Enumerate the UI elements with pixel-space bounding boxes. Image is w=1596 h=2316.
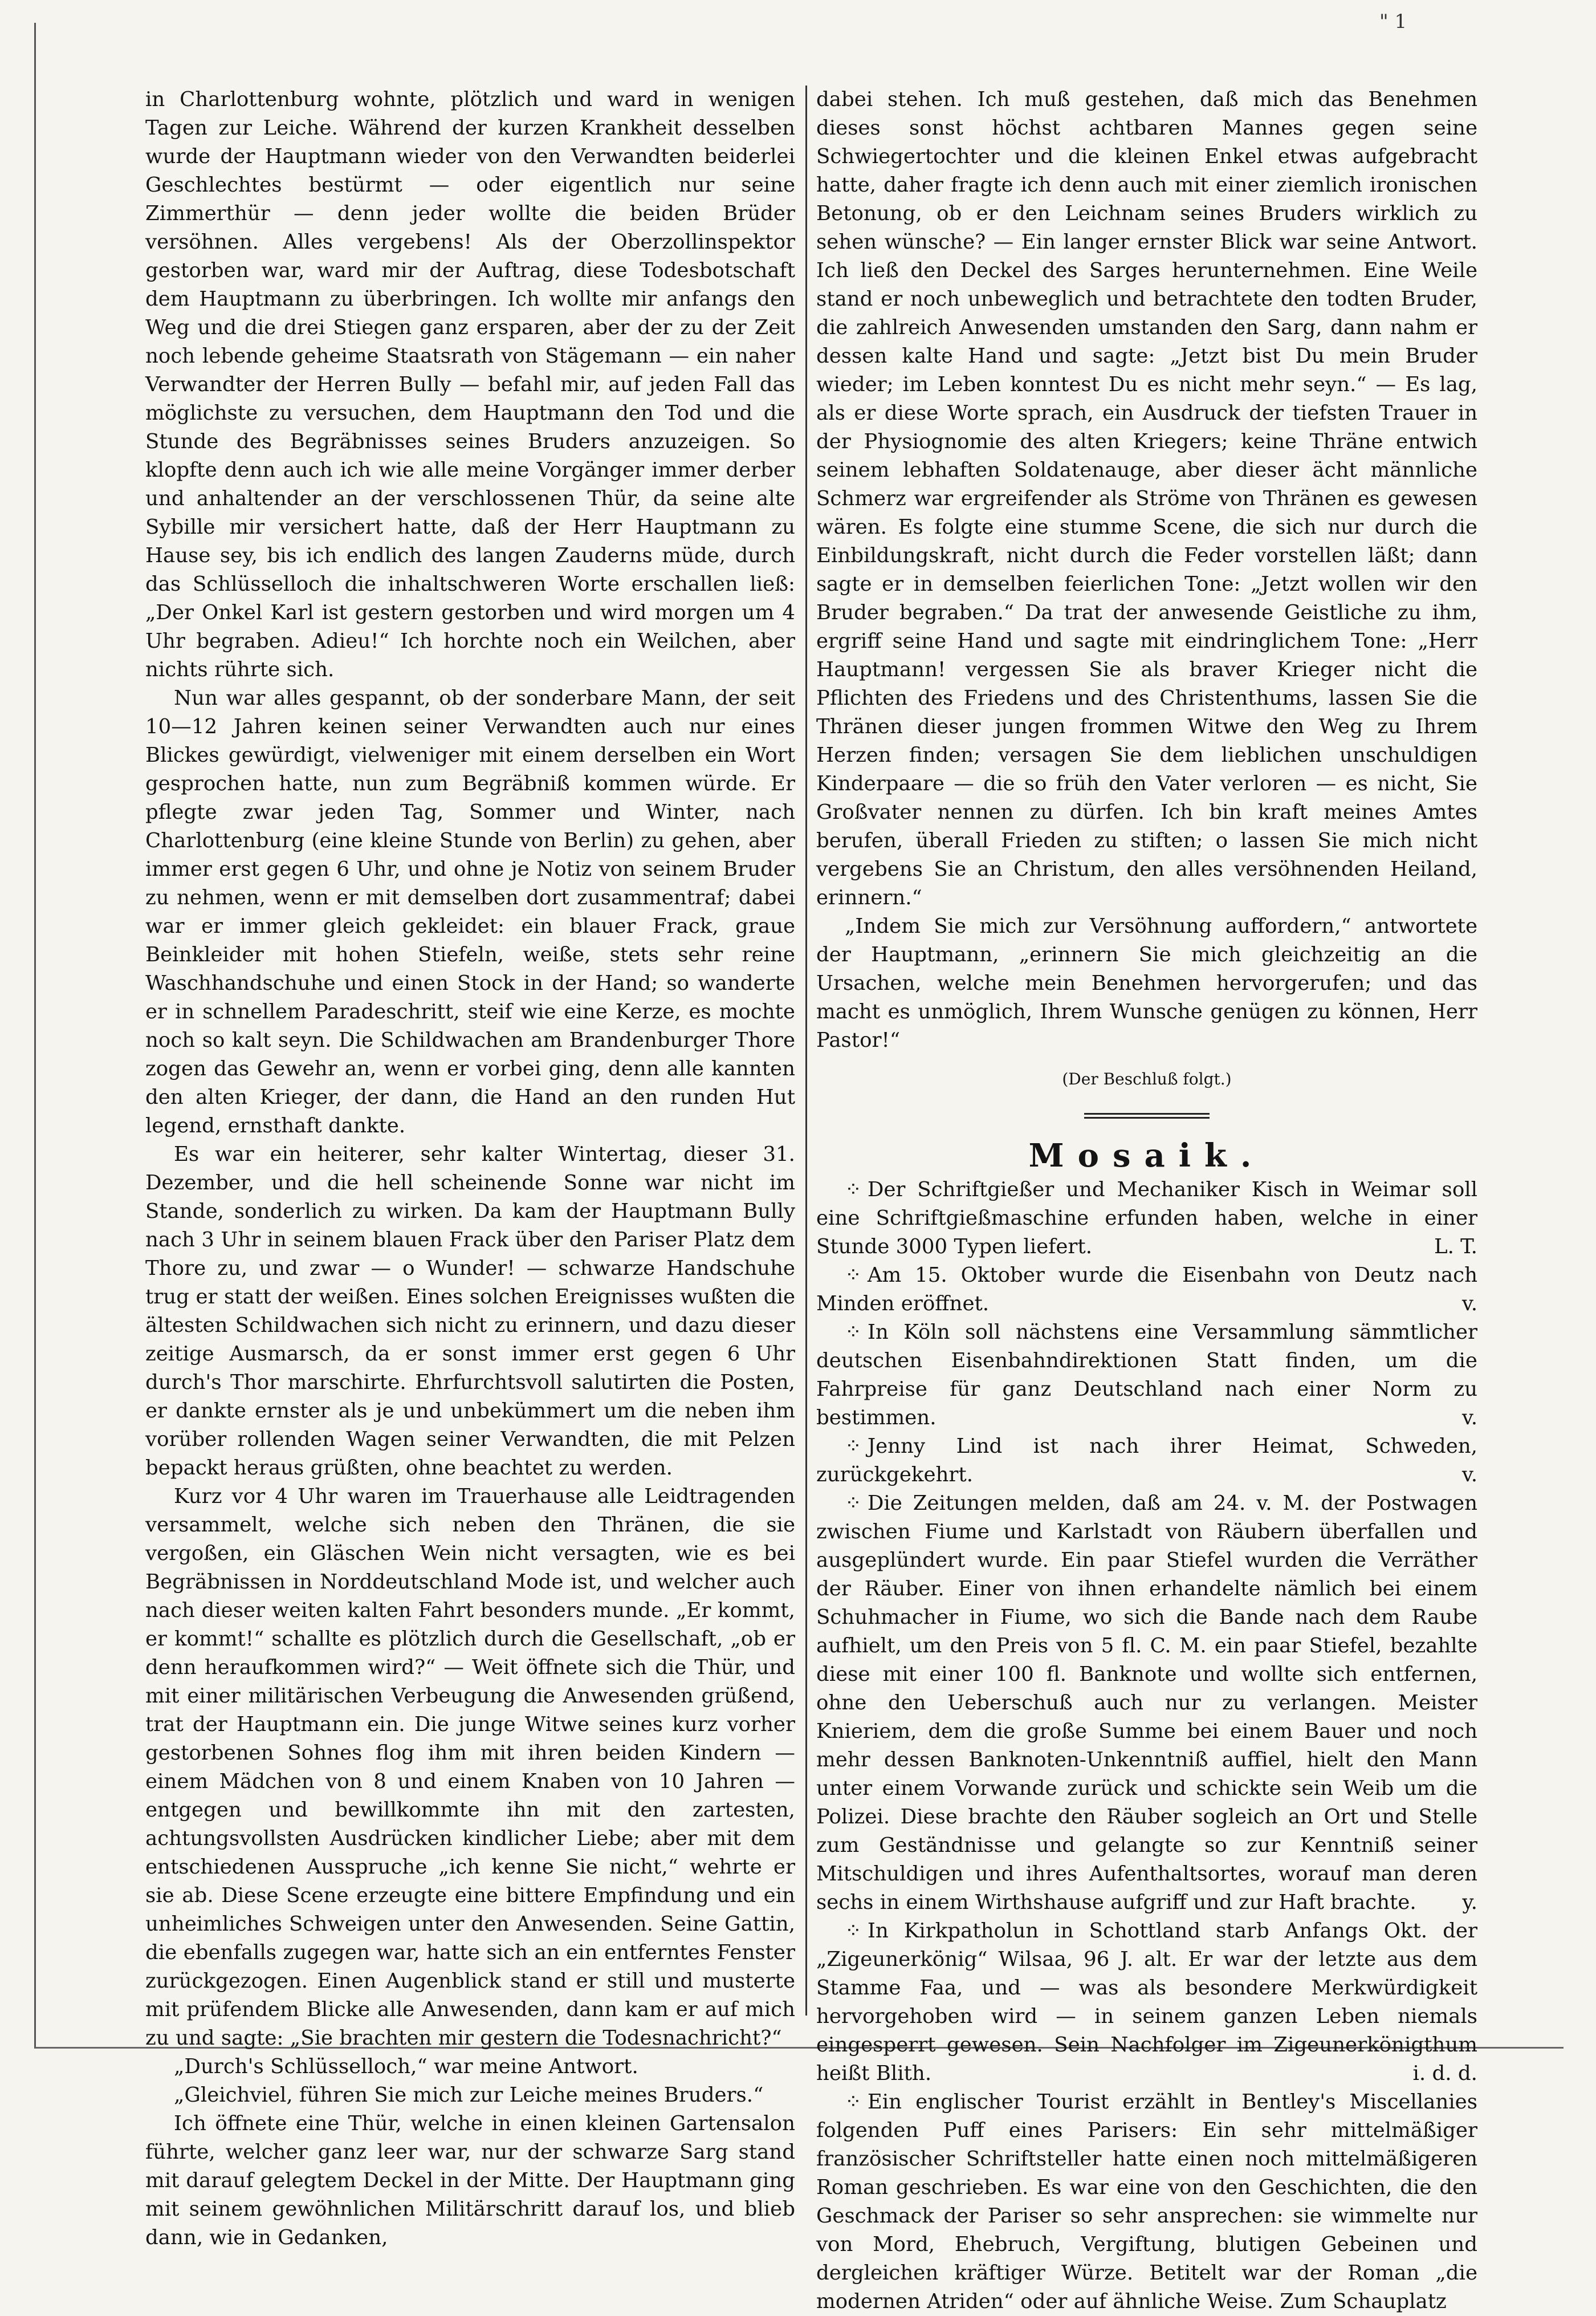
left-paragraph-1: in Charlottenburg wohnte, plötzlich und ward in wenigen Tagen zur Leiche. Während der kurzen Krankheit desselben wurde der Hauptmann wieder von den Verwandten beiderlei Geschlechtes bestürmt — oder eigentlich nur seine Zimmerthür — denn jeder wollte die beiden Brüder versöhnen. Alles vergebens! Als der Oberzollinspektor gestorben war, ward mir der Auftrag, diese Todesbotschaft dem Hauptmann zu überbringen. Ich wollte mir anfangs den Weg und die drei Stiegen ganz ersparen, aber der zu der Zeit noch lebende geheime Staatsrath von Stägemann — ein naher Verwandter der Herren Bully — befahl mir, auf jeden Fall das möglichste zu versuchen, dem Hauptmann den Tod und die Stunde des Begräbnisses seines Bruders anzuzeigen. So klopfte denn auch ich wie alle meine Vorgänger immer derber und anhaltender an der verschlossenen Thür, da seine alte Sybille mir versichert hatte, daß der Herr Hauptmann zu Hause sey, bis ich endlich des langen Zauderns müde, durch das Schlüsselloch die inhaltschweren Worte erschallen ließ: „Der Onkel Karl ist gestern gestorben und wird morgen um 4 Uhr begraben. Adieu!“ Ich horchte noch ein Weilchen, aber nichts rührte sich. <box>145 88 795 681</box>
left-paragraph-6: „Gleichviel, führen Sie mich zur Leiche meines Bruders.“ <box>174 2083 764 2107</box>
mosaic-item <box>816 1318 1477 1432</box>
mosaic-item-signature: v. <box>1461 1292 1477 1315</box>
section-divider <box>1084 1113 1210 1119</box>
mosaic-item-text: Ein englischer Tourist erzählt in Bentley's Miscellanies folgenden Puff eines Parisers: Ein sehr mittelmäßiger französischer Schriftsteller hatte einen noch mittelmäßigeren Roman geschrieben. Es war eine von den Geschichten, die den Geschmack der Pariser so sehr ansprechen: sie wimmelte nur von Mord, Ehebruch, Vergiftung, blutigen Gebeinen und dergleichen kräftiger Würze. Betitelt war der Roman „die modernen Atriden“ oder auf ähnliche Weise. Zum Schauplatz <box>816 2090 1477 2313</box>
column-rule <box>805 86 807 2016</box>
mosaic-item-signature: v. <box>1461 1406 1477 1429</box>
mosaic-item-signature: v. <box>1461 1463 1477 1486</box>
mosaic-item <box>816 1432 1477 1489</box>
mosaic-item-text: Die Zeitungen melden, daß am 24. v. M. der Postwagen zwischen Fiume und Karlstadt von Räubern überfallen und ausgeplündert wurde. Ein paar Stiefel wurden die Verräther der Räuber. Einer von ihnen erhandelte nämlich bei einem Schuhmacher in Fiume, wo sich die Bande nach dem Raube aufhielt, um den Preis von 5 fl. C. M. ein paar Stiefel, bezahlte diese mit einer 100 fl. Banknote und wollte sich entfernen, ohne den Ueberschuß auch nur zu verlangen. Meister Knieriem, dem die große Summe bei einem Bauer und noch mehr dessen Banknoten-Unkenntniß auffiel, hielt den Mann unter einem Vorwande zurück und schickte sein Weib um die Polizei. Diese brachte den Räuber sogleich an Ort und Stelle zum Geständnisse und gelangte so zur Kenntniß seiner Mitschuldigen und ihres Aufenthaltsortes, worauf man deren sechs in einem Wirthshause aufgriff und zur Haft brachte. <box>816 1492 1477 1914</box>
mosaic-item-text: Am 15. Oktober wurde die Eisenbahn von Deutz nach Minden eröffnet. <box>816 1263 1477 1315</box>
mosaic-bullet: ⁘ <box>845 1435 863 1458</box>
right-paragraph-2: „Indem Sie mich zur Versöhnung auffordern,“ antwortete der Hauptmann, „erinnern Sie mich gleichzeitig an die Ursachen, welche mein Benehmen hervorgerufen; und das macht es unmöglich, Ihrem Wunsche genügen zu können, Herr Pastor!“ <box>816 915 1477 1052</box>
mosaic-item <box>816 1917 1477 2088</box>
mosaic-item <box>816 1176 1477 1261</box>
continued-note: (Der Beschluß folgt.) <box>1062 1070 1232 1088</box>
left-paragraph-3: Es war ein heiterer, sehr kalter Wintertag, dieser 31. Dezember, und die hell scheinende Sonne war nicht im Stande, sonderlich zu wirken. Da kam der Hauptmann Bully nach 3 Uhr in seinem blauen Frack über den Pariser Platz dem Thore zu, und zwar — o Wunder! — schwarze Handschuhe trug er statt der weißen. Eines solchen Ereignisses wußten die ältesten Schildwachen sich nicht zu erinnern, und dazu dieser zeitige Ausmarsch, da er sonst immer erst gegen 6 Uhr durch's Thor marschirte. Ehrfurchtsvoll salutirten die Posten, er dankte ernster als je und unbekümmert um die neben ihm vorüber rollenden Wagen seiner Verwandten, die mit Pelzen bepackt heraus grüßten, ohne beachtet zu werden. <box>145 1143 795 1480</box>
mosaic-item-text: In Köln soll nächstens eine Versammlung sämmtlicher deutschen Eisenbahndirektionen Statt finden, um die Fahrpreise für ganz Deutschland nach einer Norm zu bestimmen. <box>816 1320 1477 1429</box>
mosaic-bullet: ⁘ <box>845 1320 863 1344</box>
mosaic-item <box>816 1261 1477 1318</box>
mosaic-item-signature: y. <box>1462 1891 1477 1914</box>
corner-mark: " 1 <box>1379 10 1407 33</box>
mosaic-item-text: Der Schriftgießer und Mechaniker Kisch in Weimar soll eine Schriftgießmaschine erfunden haben, welche in einer Stunde 3000 Typen liefert. <box>816 1178 1477 1258</box>
left-paragraph-5: „Durch's Schlüsselloch,“ war meine Antwort. <box>174 2055 638 2078</box>
mosaic-item <box>816 1489 1477 1917</box>
mosaic-bullet: ⁘ <box>845 1492 863 1515</box>
left-paragraph-4: Kurz vor 4 Uhr waren im Trauerhause alle Leidtragenden versammelt, welche sich neben den Thränen, die sie vergoßen, ein Gläschen Wein nicht versagten, wie es bei Begräbnissen in Norddeutschland Mode ist, und welcher auch nach dieser weiten kalten Fahrt besonders munde. „Er kommt, er kommt!“ schallte es plötzlich durch die Gesellschaft, „ob er denn heraufkommen wird?“ — Weit öffnete sich die Thür, und mit einer militärischen Verbeugung die Anwesenden grüßend, trat der Hauptmann ein. Die junge Witwe seines kurz vorher gestorbenen Sohnes flog ihm mit ihren beiden Kindern — einem Mädchen von 8 und einem Knaben von 10 Jahren — entgegen und bewillkommte ihn mit den zartesten, achtungsvollsten Ausdrücken kindlicher Liebe; aber mit dem entschiedenen Ausspruche „ich kenne Sie nicht,“ wehrte er sie ab. Diese Scene erzeugte eine bittere Empfindung und ein unheimliches Schweigen unter den Anwesenden. Seine Gattin, die ebenfalls zugegen war, hatte sich an ein entferntes Fenster zurückgezogen. Einen Augenblick stand er still und musterte mit prüfendem Blicke alle Anwesenden, dann kam er auf mich zu und sagte: „Sie brachten mir gestern die Todesnachricht?“ <box>145 1485 795 2050</box>
mosaic-item-signature: L. T. <box>1434 1235 1477 1258</box>
mosaic-bullet: ⁘ <box>845 1919 863 1943</box>
mosaic-item-signature: i. d. d. <box>1412 2062 1477 2085</box>
mosaic-item-text: In Kirkpatholun in Schottland starb Anfangs Okt. der „Zigeunerkönig“ Wilsaa, 96 J. alt. Er war der letzte aus dem Stamme Faa, und — was als besondere Merkwürdigkeit hervorgehoben wird — in seinem ganzen Leben niemals eingesperrt gewesen. Sein Nachfolger im Zigeunerkönigthum heißt Blith. <box>816 1919 1477 2085</box>
left-paragraph-7: Ich öffnete eine Thür, welche in einen kleinen Gartensalon führte, welcher ganz leer war, nur der schwarze Sarg stand mit darauf gelegtem Deckel in der Mitte. Der Hauptmann ging mit seinem gewöhnlichen Militärschritt darauf los, und blieb dann, wie in Gedanken, <box>145 2112 795 2249</box>
section-heading: Mosaik. <box>1028 1137 1265 1175</box>
mosaic-item <box>816 2088 1477 2316</box>
mosaic-bullet: ⁘ <box>845 1263 863 1287</box>
mosaic-bullet: ⁘ <box>845 2090 863 2114</box>
left-paragraph-2: Nun war alles gespannt, ob der sonderbare Mann, der seit 10—12 Jahren keinen seiner Verwandten auch nur eines Blickes gewürdigt, vielweniger mit einem derselben ein Wort gesprochen hatte, nun zum Begräbniß kommen würde. Er pflegte zwar jeden Tag, Sommer und Winter, nach Charlottenburg (eine kleine Stunde von Berlin) zu gehen, aber immer erst gegen 6 Uhr, und ohne je Notiz von seinem Bruder zu nehmen, wenn er mit demselben dort zusammentraf; dabei war er immer gleich gekleidet: ein blauer Frack, graue Beinkleider mit hohen Stiefeln, weiße, stets sehr reine Waschhandschuhe und einen Stock in der Hand; so wanderte er in schnellem Paradeschritt, steif wie eine Kerze, es mochte noch so kalt seyn. Die Schildwachen am Brandenburger Thore zogen das Gewehr an, wenn er vorbei ging, denn alle kannten den alten Krieger, der dann, die Hand an den runden Hut legend, ernsthaft dankte. <box>145 686 795 1137</box>
left-column <box>145 86 795 2252</box>
mosaic-bullet: ⁘ <box>845 1178 863 1201</box>
right-column <box>816 86 1477 2316</box>
mosaic-item-text: Jenny Lind ist nach ihrer Heimat, Schweden, zurückgekehrt. <box>816 1435 1477 1486</box>
right-paragraph-1: dabei stehen. Ich muß gestehen, daß mich das Benehmen dieses sonst höchst achtbaren Mannes gegen seine Schwiegertochter und die kleinen Enkel etwas aufgebracht hatte, daher fragte ich denn auch mit einer ziemlich ironischen Betonung, ob er den Leichnam seines Bruders wirklich zu sehen wünsche? — Ein langer ernster Blick war seine Antwort. Ich ließ den Deckel des Sarges herunternehmen. Eine Weile stand er noch unbeweglich und betrachtete den todten Bruder, die zahlreich Anwesenden umstanden den Sarg, dann nahm er dessen kalte Hand und sagte: „Jetzt bist Du mein Bruder wieder; im Leben konntest Du es nicht mehr seyn.“ — Es lag, als er diese Worte sprach, ein Ausdruck der tiefsten Trauer in der Physiognomie des alten Kriegers; keine Thräne entwich seinem lebhaften Soldatenauge, aber dieser ächt männliche Schmerz war ergreifender als Ströme von Thränen es gewesen wären. Es folgte eine stumme Scene, die sich nur durch die Einbildungskraft, nicht durch die Feder vorstellen läßt; dann sagte er in demselben feierlichen Tone: „Jetzt wollen wir den Bruder begraben.“ Da trat der anwesende Geistliche zu ihm, ergriff seine Hand und sagte mit eindringlichem Tone: „Herr Hauptmann! vergessen Sie als braver Krieger nicht die Pflichten des Friedens und des Christenthums, lassen Sie die Thränen dieser jungen frommen Witwe den Weg zu Ihrem Herzen finden; versagen Sie dem lieblichen unschuldigen Kinderpaare — die so früh den Vater verloren — es nicht, Sie Großvater nennen zu dürfen. Ich bin kraft meines Amtes berufen, überall Frieden zu stiften; o lassen Sie mich nicht vergebens Sie an Christum, den alles versöhnenden Heiland, erinnern.“ <box>816 88 1477 909</box>
